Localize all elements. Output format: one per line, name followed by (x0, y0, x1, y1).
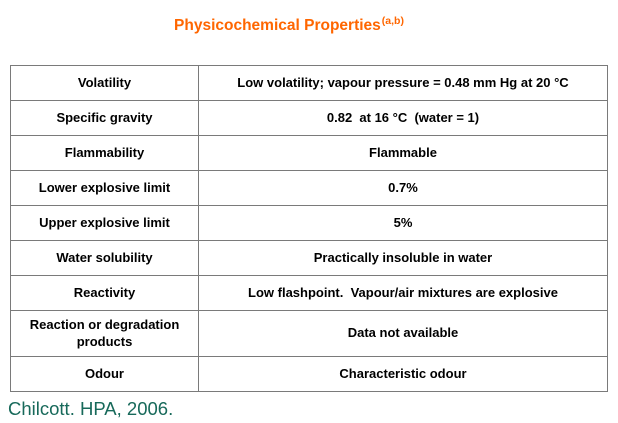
property-cell: Specific gravity (11, 101, 199, 136)
value-cell: 5% (199, 206, 608, 241)
table-row (11, 66, 608, 101)
title-superscript: (a,b) (381, 15, 404, 27)
property-cell: Flammability (11, 136, 199, 171)
table-row (11, 311, 608, 357)
page-title (0, 15, 618, 38)
slide (0, 15, 618, 423)
property-cell: Lower explosive limit (11, 171, 199, 206)
value-cell: 0.82 at 16 °C (water = 1) (199, 101, 608, 136)
table-row (11, 101, 608, 136)
value-cell: Low volatility; vapour pressure = 0.48 mm Hg at 20 °C (199, 66, 608, 101)
property-cell: Odour (11, 357, 199, 392)
table-row (11, 276, 608, 311)
value-cell: Flammable (199, 136, 608, 171)
value-cell: Low flashpoint. Vapour/air mixtures are explosive (199, 276, 608, 311)
properties-table (10, 65, 608, 392)
table-row (11, 357, 608, 392)
value-cell: 0.7% (199, 171, 608, 206)
title-text: Physicochemical Properties (174, 17, 381, 34)
table-row (11, 206, 608, 241)
property-cell: Reactivity (11, 276, 199, 311)
value-cell: Data not available (199, 311, 608, 357)
table-row (11, 241, 608, 276)
value-cell: Characteristic odour (199, 357, 608, 392)
property-cell: Upper explosive limit (11, 206, 199, 241)
property-cell: Reaction or degradation products (11, 311, 199, 357)
table-row (11, 171, 608, 206)
property-cell: Volatility (11, 66, 199, 101)
property-cell: Water solubility (11, 241, 199, 276)
value-cell: Practically insoluble in water (199, 241, 608, 276)
citation: Chilcott. HPA, 2006. (8, 398, 174, 419)
table-row (11, 136, 608, 171)
